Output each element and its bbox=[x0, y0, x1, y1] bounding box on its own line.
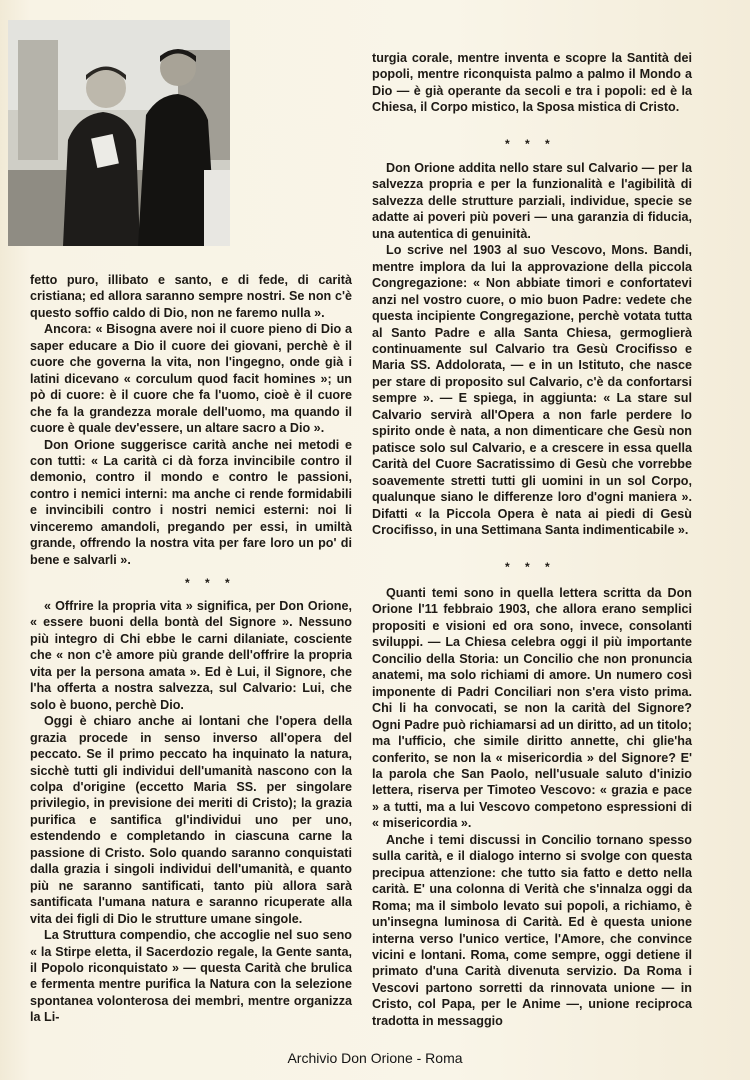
paragraph: « Offrire la propria vita » significa, per Don Orione, « essere buoni della bontà del Signore ». Nessuno più integro di Chi ebbe le carni dilaniate, cosciente che « non c'è amore più grande dell'offrire la propria vita per la persona amata ». Ed è Lui, il Signore, che l'ha offerta a nostra salvezza, sul Calvario: Lui, che solo è buono, perchè Dio. bbox=[30, 599, 352, 712]
paragraph: Lo scrive nel 1903 al suo Vescovo, Mons. Bandi, mentre implora da lui la approvazione della piccola Congregazione: « Non abbiate timori e confortatevi anzi nel vostro cuore, o mio buon Padre: vedete che questa incipiente Congregazione, perchè votata tutta al Santo Padre e alla Santa Chiesa, germoglierà continuamente sul Calvario tra Gesù Crocifisso e Maria SS. Addolorata, — e in un Istituto, che nasce per stare di proposito sul Calvario, c'è da confortarsi sempre ». — E spiega, in aggiunta: « La stare sul Calvario servirà all'Opera a non farle perdere lo spirito onde è nata, a non dimenticare che Gesù non patisce solo sul Calvario, e a crescere in essa quella Carità del Cuore Sacratissimo di Gesù che vorrebbe soavemente stretti tutti gli uomini in un sol Corpo, qualunque siano le differenze loro d'ogni maniera ». Difatti « la Piccola Opera è nata ai piedi di Gesù Crocifisso, in una Settimana Santa indimenticabile ». bbox=[372, 243, 692, 537]
photo-two-priests-icon bbox=[8, 20, 230, 246]
column-left-bottom bbox=[30, 598, 352, 1026]
paragraph: Don Orione suggerisce carità anche nei metodi e con tutti: « La carità ci dà forza invincibile contro il demonio, contro il mondo e contro le passioni, contro i nemici interni: ma anche ci rende formidabili e invincibili contro i nostri nemici esterni: noi li vinceremo amandoli, pregando per essi, in umiltà grande, offrendo la nostra vita per fare loro un po' di bene e salvarli ». bbox=[30, 437, 352, 567]
section-separator: * * * bbox=[505, 560, 556, 574]
paragraph: Oggi è chiaro anche ai lontani che l'opera della grazia procede in senso inverso all'opera del peccato. Se il primo peccato ha inquinato la natura, sicchè tutti gli individui dell'umanità nascono con la colpa d'origine (eccetto Maria SS. per singolare privilegio, in previsione dei meriti di Cristo); la grazia purifica e santifica gl'individui uno per uno, estendendo e completando in ciascuna carne la passione di Cristo. Solo quando saranno conquistati dalla grazia i singoli individui dell'umanità, e quanto più ne saranno santificati, tanto più allora sarà santificata l'umana natura e saranno ricuperate alla vita dei figli di Dio le strutture umane singole. bbox=[30, 714, 352, 926]
paragraph: turgia corale, mentre inventa e scopre la Santità dei popoli, mentre riconquista palmo a palmo il Mondo a Dio — è già operante da secoli e tra i popoli: ed è la Chiesa, il Corpo mistico, la Sposa mistica di Cristo. bbox=[372, 51, 692, 115]
section-separator: * * * bbox=[185, 576, 236, 590]
column-right-bottom bbox=[372, 585, 692, 1029]
paragraph: Ancora: « Bisogna avere noi il cuore pieno di Dio a saper educare a Dio il cuore dei giovani, perchè è il cuore che governa la vita, non l'ingegno, onde già i latini dicevano « corculum quod facit homines »; un pò di cuore: è il cuore che fa l'uomo, cioè è il cuore che fa la grandezza morale dell'uomo, ma quando il cuore è quale dev'essere, un altare sacro a Dio ». bbox=[30, 322, 352, 436]
column-left-top bbox=[30, 272, 352, 568]
paragraph: Don Orione addita nello stare sul Calvario — per la salvezza propria e per la funzionalità e l'agibilità di salvezza delle strutture parziali, individue, specie se adatte ai poveri più poveri — una garanzia di fiducia, una autentica di genuinità. bbox=[372, 161, 692, 241]
photo bbox=[8, 20, 230, 246]
column-right-top bbox=[372, 50, 692, 116]
paragraph: La Struttura compendio, che accoglie nel suo seno « la Stirpe eletta, il Sacerdozio regale, la Gente santa, il Popolo riconquistato » — questa Carità che brulica e fermenta mentre purifica la Natura con la selezione spontanea volonterosa dei membri, mentre organizza la Li- bbox=[30, 928, 352, 1025]
column-right-middle bbox=[372, 160, 692, 538]
paragraph: Quanti temi sono in quella lettera scritta da Don Orione l'11 febbraio 1903, che allora erano semplici propositi e visioni ed ora sono, invece, consolanti sviluppi. — La Chiesa celebra oggi il più importante Concilio della Storia: un Concilio che non pronuncia anatemi, ma solo richiami di amore. Un numero così imponente di Padri Conciliari non s'era visto prima. Chi li ha convocati, se non la carità del Signore? Ogni Padre può richiamarsi ad un diritto, ad un titolo; ma l'ufficio, che simile diritto annette, chi glie'ha conferito, se non la « misericordia » del Signore? E' la parola che San Paolo, nell'usuale saluto d'inizio lettera, riserva per Timoteo Vescovo: « grazia e pace » a tutti, ma a lui Vescovo competono espressioni di « misericordia ». bbox=[372, 586, 692, 831]
section-separator: * * * bbox=[505, 137, 556, 151]
paragraph: Anche i temi discussi in Concilio tornano spesso sulla carità, e il dialogo interno si svolge con questa precipua attenzione: che tutto sia fatto e detto nella carità. E' una colonna di Verità che s'innalza oggi da Roma; ma il simbolo levato sui popoli, a richiamo, è un'insegna luminosa di Carità. Ed è questa unione interna verso l'unico vertice, l'Amore, che convince vicini e lontani. Roma, come sempre, oggi detiene il primato d'una Carità divenuta servizio. Da Roma i Vescovi partono sorretti da rinnovata unione — in Cristo, col Papa, per le Anime —, unione reciproca tradotta in messaggio bbox=[372, 832, 692, 1028]
archive-footer: Archivio Don Orione - Roma bbox=[287, 1050, 463, 1066]
paragraph: fetto puro, illibato e santo, e di fede, di carità cristiana; ed allora saranno sempre nostri. Se non c'è questo soffio caldo di Dio, non ne faremo nulla ». bbox=[30, 273, 352, 320]
